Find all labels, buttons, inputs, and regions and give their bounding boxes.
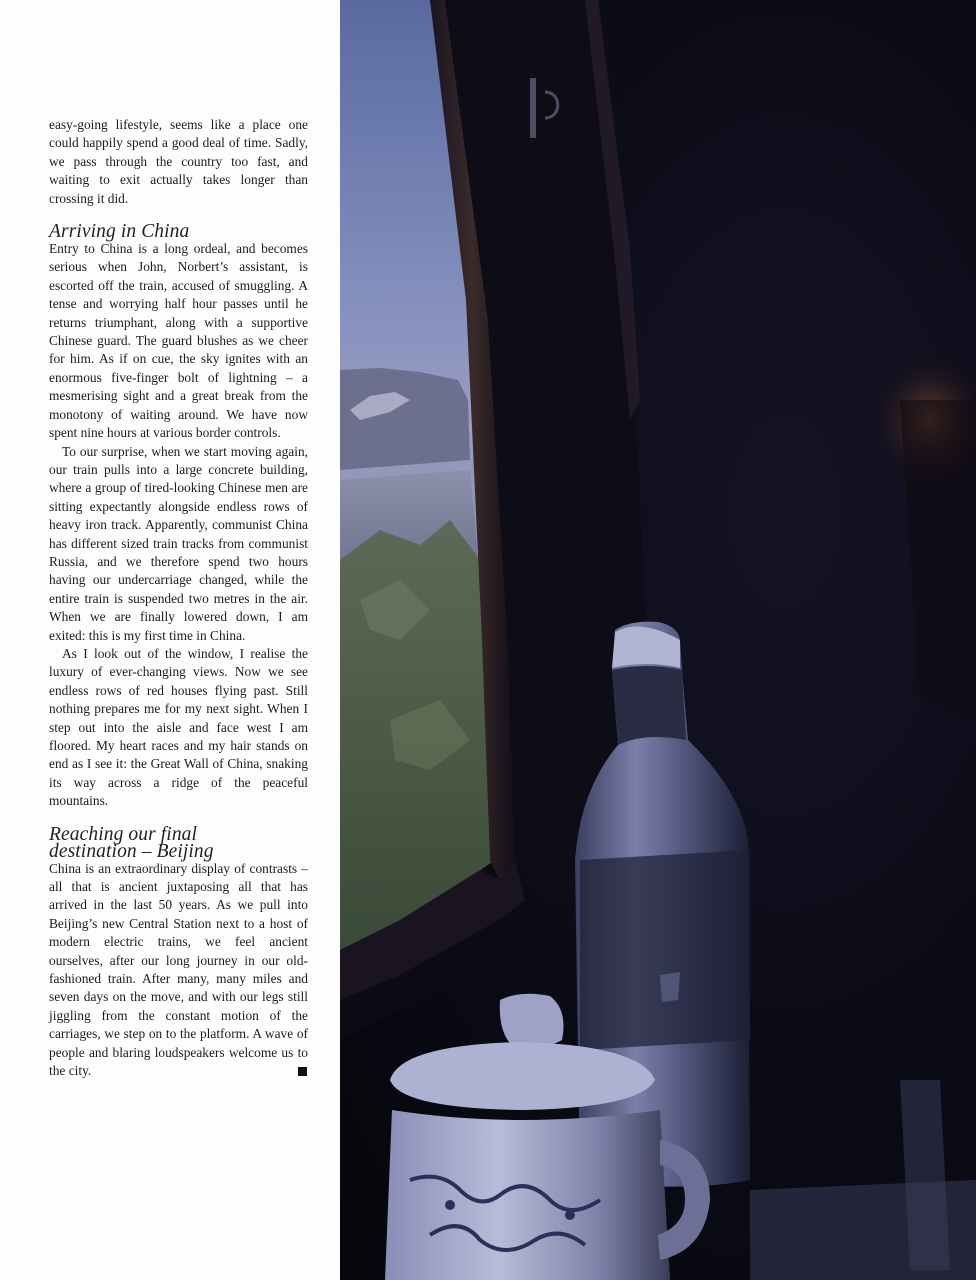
paragraph-beijing: [49, 860, 308, 1081]
paragraph-intro: easy-going lifestyle, seems like a place one could happily spend a good deal of time. Sadly, we pass through the country too fast, and waiting to exit actually takes longer than crossing it did.: [49, 117, 308, 206]
article-body: [49, 116, 308, 1081]
heading-line-2: destination – Beijing: [49, 840, 214, 862]
paragraph-china-tracks: To our surprise, when we start moving again, our train pulls into a large concrete building, where a group of tired-looking Chinese men are sitting expectantly alongside endless rows of heavy iron track. Apparently, communist China has different sized train tracks from communist Russia, and we therefore spend two hours having our undercarriage changed, while the entire train is suspended two metres in the air. When we are finally lowered down, I am exited: this is my first time in China.: [49, 443, 308, 643]
paragraph-china-great-wall: As I look out of the window, I realise the luxury of ever-changing views. Now we see endless rows of red houses flying past. Still nothing prepares me for my next sight. When I step out into the aisle and face west I am floored. My heart races and my hair stands on end as I see it: the Great Wall of China, snaking its way across a ridge of the peaceful mountains.: [49, 645, 308, 809]
train-window-photo: [340, 0, 976, 1280]
paragraph-china-entry: Entry to China is a long ordeal, and becomes serious when John, Norbert’s assistant, is escorted off the train, accused of smuggling. A tense and worrying half hour passes until he returns triumphant, along with a supportive Chinese guard. The guard blushes as we cheer for him. As if on cue, the sky ignites with an enormous five-finger bolt of lightning – a mesmerising sight and a great break from the monotony of waiting around. We have now spent nine hours at various border controls.: [49, 241, 308, 441]
paragraph-beijing-text: China is an extraordinary display of contrasts – all that is ancient juxtaposing all that has arrived in the last 50 years. As we pull into Beijing’s new Central Station next to a host of modern electric trains, we feel ancient ourselves, after our long journey in our old-fashioned train. After many, many miles and seven days on the move, and with our legs still jiggling from the constant motion of the carriages, we step on to the platform. A wave of people and blaring loudspeakers welcome us to the city.: [49, 860, 308, 1079]
end-of-article-mark: [298, 1067, 307, 1076]
heading-line-1: Reaching our final: [49, 823, 198, 845]
section-heading-arriving-in-china: Arriving in China: [49, 221, 190, 243]
article-text-column: [0, 0, 340, 1280]
photo-illustration: [340, 0, 976, 1280]
section-heading-reaching-beijing: [49, 823, 308, 862]
